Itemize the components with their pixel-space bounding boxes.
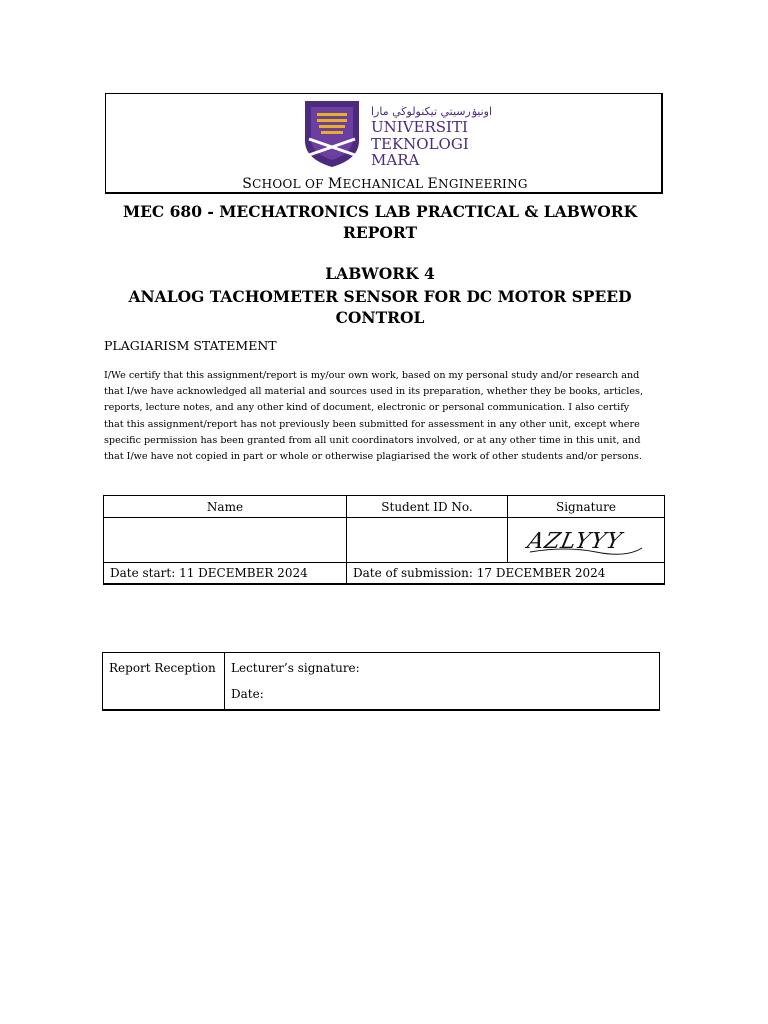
- reception-date-label: Date:: [231, 687, 264, 701]
- school-part-1: CHOOL OF: [252, 177, 328, 191]
- school-part-5: NGINEERING: [438, 177, 528, 191]
- university-line-2: TEKNOLOGI: [371, 135, 469, 153]
- university-logo: [303, 99, 493, 169]
- labwork-title: ANALOG TACHOMETER SENSOR FOR DC MOTOR SPEED CONTROL: [128, 287, 632, 327]
- course-title-line-2: REPORT: [343, 223, 417, 242]
- school-part-0: S: [242, 176, 253, 192]
- reception-details: [225, 653, 660, 711]
- arabic-script: اونيۏرسيتي تيكنولوڬي مارا: [371, 105, 493, 118]
- header-student-id: Student ID No.: [347, 496, 508, 518]
- plagiarism-heading: PLAGIARISM STATEMENT: [104, 338, 277, 353]
- lecturer-signature-label: Lecturer’s signature:: [231, 661, 360, 675]
- date-of-submission: Date of submission: 17 DECEMBER 2024: [347, 563, 665, 585]
- school-part-2: M: [327, 176, 343, 192]
- school-part-3: ECHANICAL: [342, 177, 428, 191]
- name-cell: [104, 518, 347, 563]
- date-start: Date start: 11 DECEMBER 2024: [104, 563, 347, 585]
- report-reception-table: [102, 652, 660, 711]
- university-line-1: UNIVERSITI: [371, 118, 468, 136]
- plagiarism-statement: I/We certify that this assignment/report is my/our own work, based on my personal study and/or research and that I/we have acknowledged all material and sources used in its preparation, whether they be books, articles, reports, lecture notes, and any other kind of document, electronic or personal communication. I also certify that this assignment/report has not previously been submitted for assessment in any other unit, except where specific permission has been granted from all unit coordinators involved, or at any other time in this unit, and that I/we have not copied in part or whole or otherwise plagiarised the work of other students and/or persons.: [104, 370, 643, 463]
- signature-text: AZLYYY: [525, 528, 625, 554]
- header-signature: Signature: [508, 496, 665, 518]
- header-name: Name: [104, 496, 347, 518]
- university-line-3: MARA: [371, 151, 420, 169]
- handwritten-signature: [526, 522, 646, 558]
- student-id-cell: [347, 518, 508, 563]
- school-part-4: E: [427, 176, 439, 192]
- school-name: [105, 176, 665, 192]
- signature-cell: [508, 518, 665, 563]
- uitm-crest-icon: [303, 99, 493, 169]
- report-reception-label: Report Reception: [103, 653, 225, 711]
- student-info-table: [103, 495, 665, 585]
- course-title: MEC 680 - MECHATRONICS LAB PRACTICAL & LABWORK: [122, 202, 638, 221]
- labwork-number: LABWORK 4: [325, 264, 435, 283]
